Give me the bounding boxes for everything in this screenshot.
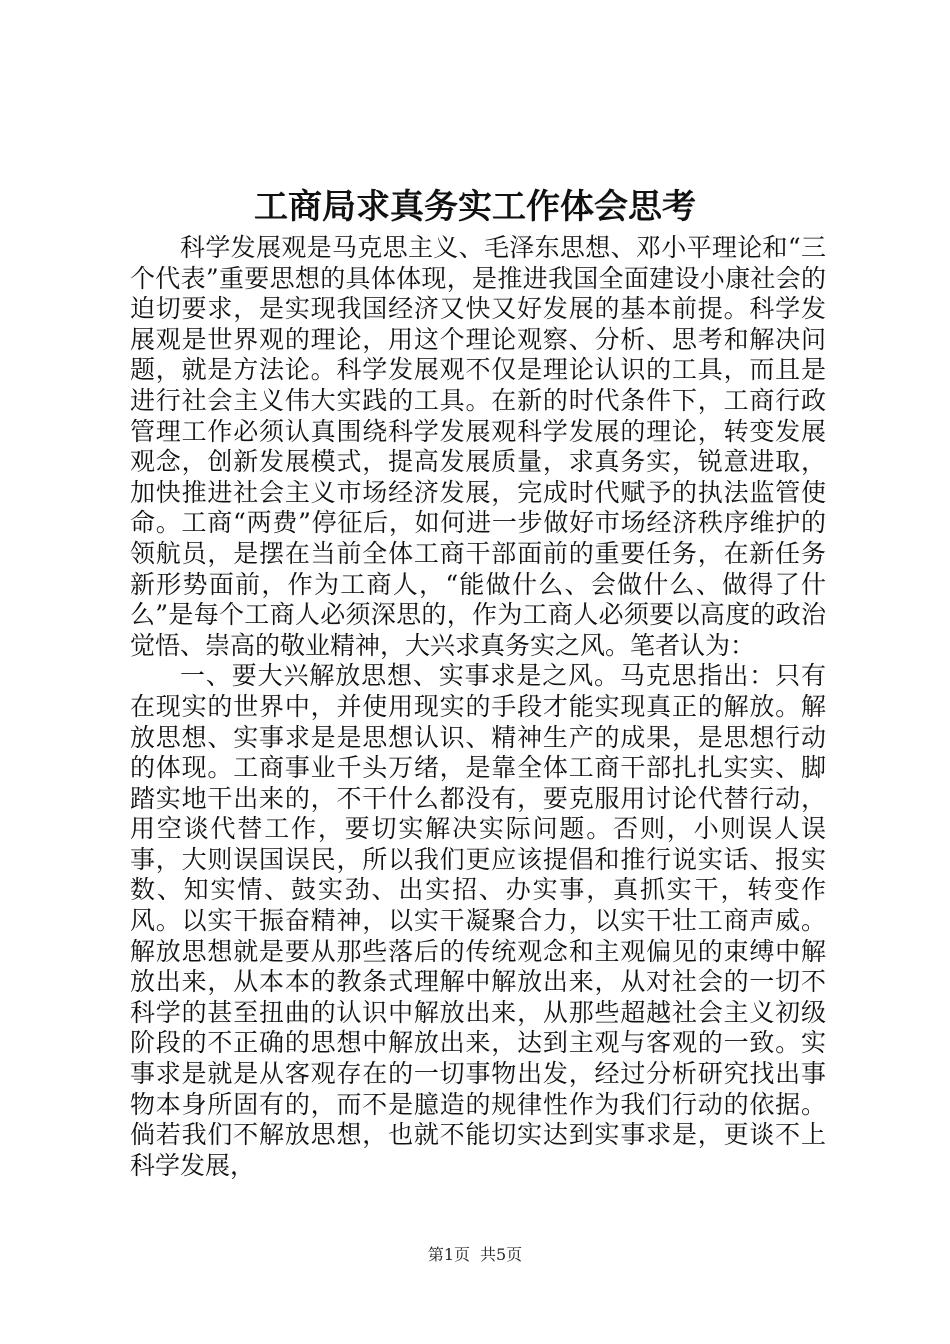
page-footer [0,1244,950,1266]
page-number-total: 共5页 [480,1245,523,1264]
page-number-current: 第1页 [427,1245,470,1264]
document-title: 工商局求真务实工作体会思考 [254,187,696,227]
paragraph-point-one: 一、要大兴解放思想、实事求是之风。马克思指出：只有在现实的世界中，并使用现实的手段才能实现真正的解放。解放思想、实事求是是思想认识、精神生产的成果，是思想行动的体现。工商事业千头万绪，是靠全体工商干部扎扎实实、脚踏实地干出来的，不干什么都没有，要克服用讨论代替行动，用空谈代替工作，要切实解决实际问题。否则，小则误人误事，大则误国误民，所以我们更应该提倡和推行说实话、报实数、知实情、鼓实劲、出实招、办实事，真抓实干，转变作风。以实干振奋精神，以实干凝聚合力，以实干壮工商声威。解放思想就是要从那些落后的传统观念和主观偏见的束缚中解放出来，从本本的教条式理解中解放出来，从对社会的一切不科学的甚至扭曲的认识中解放出来，从那些超越社会主义初级阶段的不正确的思想中解放出来，达到主观与客观的一致。实事求是就是从客观存在的一切事物出发，经过分析研究找出事物本身所固有的，而不是臆造的规律性作为我们行动的依据。倘若我们不解放思想，也就不能切实达到实事求是，更谈不上科学发展， [130,661,826,1180]
document-body [130,233,826,1181]
paragraph-intro: 科学发展观是马克思主义、毛泽东思想、邓小平理论和“三个代表”重要思想的具体体现，是推进我国全面建设小康社会的迫切要求，是实现我国经济又快又好发展的基本前提。科学发展观是世界观的理论，用这个理论观察、分析、思考和解决问题，就是方法论。科学发展观不仅是理论认识的工具，而且是进行社会主义伟大实践的工具。在新的时代条件下，工商行政管理工作必须认真围绕科学发展观科学发展的理论，转变发展观念，创新发展模式，提高发展质量，求真务实，锐意进取，加快推进社会主义市场经济发展，完成时代赋予的执法监管使命。工商“两费”停征后，如何进一步做好市场经济秩序维护的领航员，是摆在当前全体工商干部面前的重要任务，在新任务新形势面前，作为工商人，“能做什么、会做什么、做得了什么”是每个工商人必须深思的，作为工商人必须要以高度的政治觉悟、崇高的敬业精神，大兴求真务实之风。笔者认为： [130,233,826,660]
